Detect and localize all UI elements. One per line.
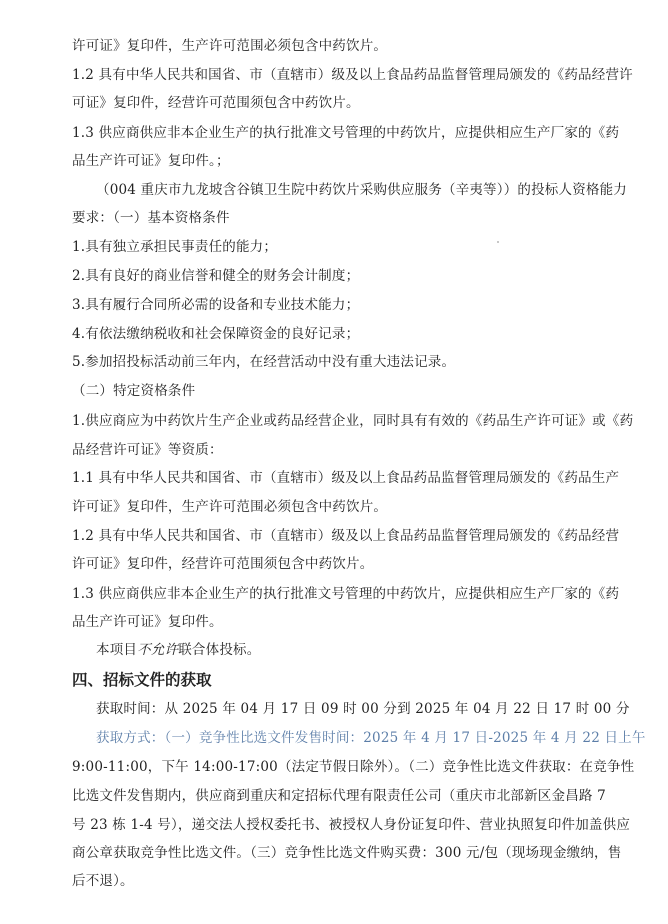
paragraph-line: 1.供应商应为中药饮片生产企业或药品经营企业，同时具有有效的《药品生产许可证》或《药	[72, 413, 634, 429]
paragraph-line: （004 重庆市九龙坡含谷镇卫生院中药饮片采购供应服务（辛夷等））的投标人资格能力	[96, 182, 628, 198]
paragraph-line: 1.2 具有中华人民共和国省、市（直辖市）级及以上食品药品监督管理局颁发的《药品经营许	[72, 67, 633, 83]
acquire-method-line: 获取方式：（一）竞争性比选文件发售时间：2025 年 4 月 17 日-2025 年 4 月 22 日上午	[96, 730, 646, 746]
paragraph-line: 许可证》复印件，生产许可范围必须包含中药饮片。	[72, 38, 388, 54]
acquire-method-line: 商公章获取竞争性比选文件。（三）竞争性比选文件购买费：300 元/包（现场现金缴纳，售	[72, 845, 622, 861]
acquire-method-line: 后不退）。	[72, 873, 134, 889]
paragraph-line: 1.3 供应商供应非本企业生产的执行批准文号管理的中药饮片，应提供相应生产厂家的《药	[72, 586, 620, 602]
paragraph-line: 品生产许可证》复印件。；	[72, 153, 230, 169]
list-item: 4.有依法缴纳税收和社会保障资金的良好记录；	[72, 326, 360, 342]
list-item: 2.具有良好的商业信誉和健全的财务会计制度；	[72, 268, 360, 284]
paragraph-line: 要求：（一）基本资格条件	[72, 210, 230, 226]
section-heading: 四、招标文件的获取	[72, 671, 212, 689]
list-item: 1.具有独立承担民事责任的能力；	[72, 239, 278, 255]
joint-bid-note	[96, 640, 636, 660]
paragraph-line: 1.1 具有中华人民共和国省、市（直辖市）级及以上食品药品监督管理局颁发的《药品生产	[72, 470, 620, 486]
paragraph-line: 许可证》复印件，经营许可范围须包含中药饮片。	[72, 556, 374, 572]
paragraph-line: 品生产许可证》复印件。	[72, 614, 223, 630]
paragraph-line: 1.3 供应商供应非本企业生产的执行批准文号管理的中药饮片，应提供相应生产厂家的《药	[72, 125, 620, 141]
paragraph-line: 可证》复印件，经营许可范围须包含中药饮片。	[72, 95, 360, 111]
subsection-title: （二）特定资格条件	[72, 383, 196, 399]
paragraph-line: 许可证》复印件，生产许可范围必须包含中药饮片。	[72, 499, 388, 515]
scan-speck	[497, 241, 499, 243]
acquire-method-line: 比选文件发售期内，供应商到重庆和定招标代理有限责任公司（重庆市北部新区金昌路 7	[72, 788, 606, 804]
acquire-method-line: 号 23 栋 1-4 号），递交法人授权委托书、被授权人身份证复印件、营业执照复印件加盖供应	[72, 817, 631, 833]
paragraph-line: 1.2 具有中华人民共和国省、市（直辖市）级及以上食品药品监督管理局颁发的《药品经营	[72, 528, 620, 544]
note-emphasis: 不允许	[137, 642, 179, 658]
list-item: 3.具有履行合同所必需的设备和专业技术能力；	[72, 297, 360, 313]
list-item: 5.参加招投标活动前三年内，在经营活动中没有重大违法记录。	[72, 354, 456, 370]
acquire-method-line: 9:00-11:00，下午 14:00-17:00（法定节假日除外）。（二）竞争性比选文件获取：在竞争性	[72, 759, 635, 775]
paragraph-line: 品经营许可证》等资质：	[72, 442, 223, 458]
note-prefix: 本项目	[96, 642, 138, 658]
note-suffix: 联合体投标。	[178, 642, 261, 658]
acquire-time: 获取时间：从 2025 年 04 月 17 日 09 时 00 分到 2025 年 04 月 22 日 17 时 00 分	[96, 701, 630, 717]
